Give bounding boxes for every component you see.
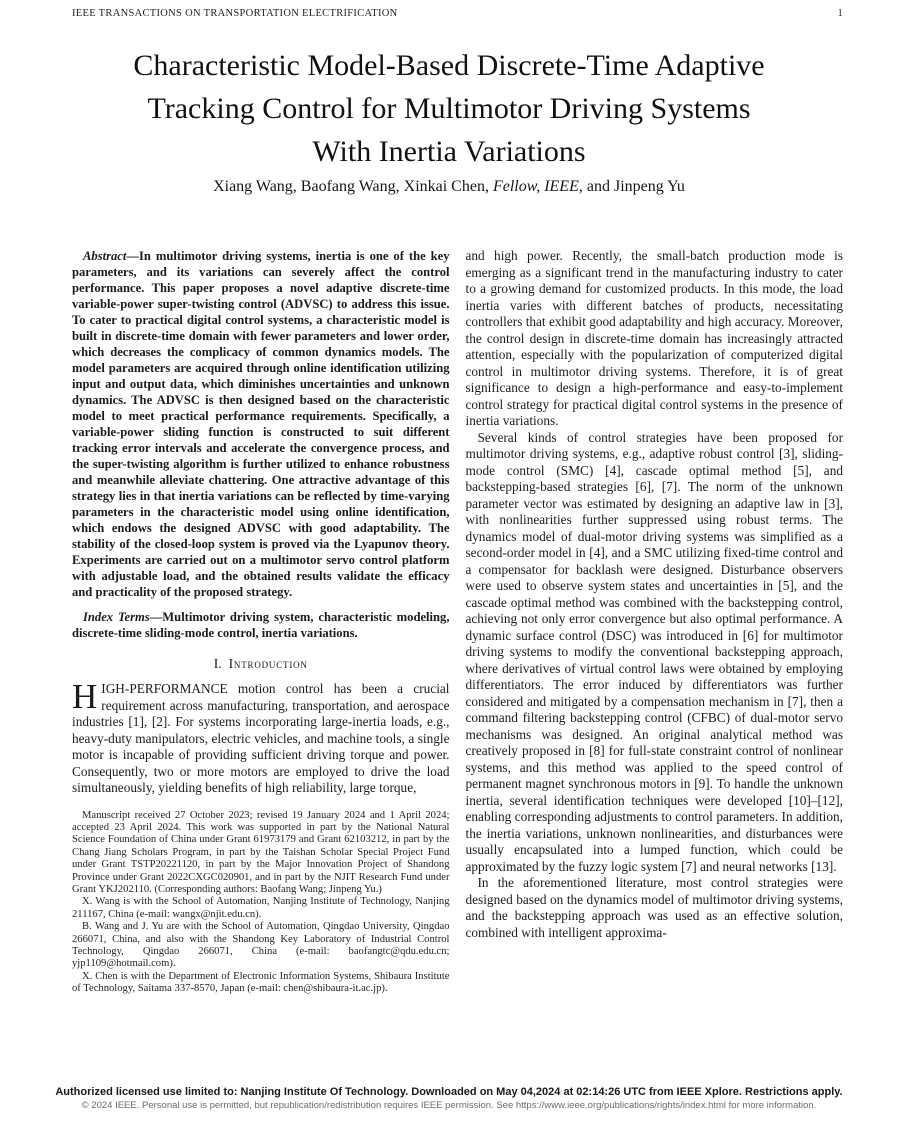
body-paragraph-literature: In the aforementioned literature, most control strategies were designed based on the dynamics model of multimotor driving systems, and the backstepping approach was used as an effective solution, combined with intelligent approxima- [465, 875, 843, 940]
footnote-block [72, 810, 450, 996]
left-column [72, 248, 450, 996]
section-number: I. [213, 656, 222, 671]
authors-fellow-designation: Fellow, IEEE [492, 178, 579, 195]
journal-name: IEEE TRANSACTIONS ON TRANSPORTATION ELECTRIFICATION [72, 8, 398, 19]
intro-paragraph-text: IGH-PERFORMANCE motion control has been a crucial requirement across manufacturing, transportation, and aerospace industries [1], [2]. For systems incorporating large-inertia loads, e.g., heavy-duty manipulators, electric vehicles, and machine tools, a single motor is incapable of providing sufficient driving torque and power. Consequently, two or more motors are employed to drive the load simultaneously, yielding benefits of high reliability, large torque, [72, 681, 450, 795]
footnote-funding: Manuscript received 27 October 2023; revised 19 January 2024 and 1 April 2024; accepted 23 April 2024. This work was supported in part by the National Natural Science Foundation of China under Grant 61973179 and Grant 62103212, in part by the Chang Jiang Scholars Program, in part by the Taishan Scholar Special Project Fund under Grant TSTP20221120, in part by the Major Innovation Project of Shandong Province under Grant 2022CXGC020901, and in part by the NJIT Research Fund under Grant YKJ202110. (Corresponding authors: Baofang Wang; Jinpeng Yu.) [72, 809, 450, 895]
body-paragraph-strategies: Several kinds of control strategies have been proposed for multimotor driving systems, e.g., adaptive robust control [3], sliding-mode control (SMC) [4], cascade optimal method [5], and backstepping-based strategies [6], [7]. The norm of the unknown parameter vector was estimated by designing an adaptive law in [3], with nonlinearities further suppressed using robust terms. The dynamics model of dual-motor driving systems was simplified as a second-order model in [4], and a SMC utilizing fixed-time control and a compensator for backlash were designed. Disturbance observers were used to observe system states and uncertainties in [5], and the cascade optimal method was combined with the backstepping control, achieving not only error convergence but also optimal performance. A dynamic surface control (DSC) was introduced in [6] for multimotor driving systems to modify the conventional backstepping approach, where derivatives of virtual control laws were obtained by employing differentiators. The error induced by differentiators was further considered and mitigated by a compensation mechanism in [7], then a command filtering backstepping control (CFBC) of dual-motor servo mechanisms was designed. An original analytical method was creatively proposed in [8] for full-state constraint control of nonlinear systems, and this method was applied to the speed control of permanent magnet synchronous motors in [9]. To handle the unknown inertia, several identification techniques were developed [10]–[12], enabling corresponding adjustments to control parameters. In addition, the inertia variations, unknown nonlinearities, and disturbances were usually encapsulated into a lumped function, which could be approximated by the fuzzy logic system [7] and neural networks [13]. [465, 429, 843, 874]
title-line-3: With Inertia Variations [312, 135, 586, 168]
abstract-label: Abstract [83, 249, 127, 263]
copyright-line: © 2024 IEEE. Personal use is permitted, but republication/redistribution requires IEEE permission. See https://www.ieee.org/publications/rights/index.html for more information. [81, 1100, 817, 1111]
intro-paragraph [72, 677, 450, 797]
paper-title [50, 44, 848, 173]
page-number: 1 [837, 8, 843, 19]
index-terms-label: Index Terms [83, 610, 150, 624]
index-terms-paragraph [72, 609, 450, 641]
index-terms-text: —Multimotor driving system, characteristic modeling, discrete-time sliding-mode control, inertia variations. [72, 610, 450, 640]
title-line-1: Characteristic Model-Based Discrete-Time Adaptive [133, 49, 765, 82]
abstract-text: —In multimotor driving systems, inertia is one of the key parameters, and its variations can severely affect the control performance. This paper proposes a novel adaptive discrete-time variable-power super-twisting control (ADVSC) to address this issue. To cater to practical digital control systems, a characteristic model is built in discrete-time domain with fewer parameters and lower order, which decreases the complicacy of common dynamics models. The model parameters are acquired through online identification utilizing input and output data, which diminishes uncertainties and unknown dynamics. The ADVSC is then designed based on the characteristic model to meet practical performance requirements. Specifically, a variable-power sliding function is constructed to suit different tracking error intervals and accelerate the convergence process, and the super-twisting algorithm is further utilized to enhance robustness and meanwhile alleviate chattering. One attractive advantage of this strategy lies in that inertia variations can be reflected by time-varying parameters in the characteristic model using online identification, which endows the designed ADVSC with good adaptability. The stability of the closed-loop system is proved via the Lyapunov theory. Experiments are carried out on a multimotor servo control platform with adjustable load, and the obtained results validate the efficacy and practicality of the proposed strategy. [72, 249, 450, 599]
authors-names: Xiang Wang, Baofang Wang, Xinkai Chen, [213, 178, 493, 195]
footnote-affiliation-xwang: X. Wang is with the School of Automation, Nanjing Institute of Technology, Nanjing 211167, China (e-mail: wangx@njit.edu.cn). [72, 896, 450, 920]
authors-names-end: , and Jinpeng Yu [578, 178, 685, 195]
abstract-paragraph [72, 248, 450, 600]
body-paragraph-continuation: and high power. Recently, the small-batch production mode is emerging as a significant trend in the manufacturing industry to cater to a growing demand for customized products. In this mode, the load inertia varies with different batches of products, necessitating controllers that exhibit good adaptability and high accuracy. Moreover, the control design in discrete-time domain has increasingly attracted attention, especially with the popularization of computerized digital control in multimotor driving systems. Therefore, it is of great significance to design a high-performance and easy-to-implement control strategy for practical digital control systems in the presence of inertia variations. [465, 248, 843, 428]
footnote-affiliation-xchen: X. Chen is with the Department of Electronic Information Systems, Shibaura Institute of Technology, Saitama 337-8570, Japan (e-mail: chen@shibaura-it.ac.jp). [72, 970, 450, 995]
license-footer [0, 1086, 898, 1111]
footnote-affiliation-bwang-jyu: B. Wang and J. Yu are with the School of Automation, Qingdao University, Qingdao 266071, China, and also with the Shandong Key Laboratory of Industrial Control Technology, Qingdao 266071, China (e-mail: baofangtc@qdu.edu.cn; yjp1109@hotmail.com). [72, 921, 450, 970]
section-heading-introduction [72, 656, 450, 672]
two-column-body [72, 248, 843, 996]
license-line: Authorized licensed use limited to: Nanjing Institute Of Technology. Downloaded on May 04,2024 at 02:14:26 UTC from IEEE Xplore. Restrictions apply. [55, 1086, 843, 1098]
title-line-2: Tracking Control for Multimotor Driving Systems [147, 92, 751, 125]
right-column [466, 248, 844, 996]
running-header [72, 8, 843, 19]
author-line [0, 178, 898, 196]
drop-cap: H [72, 677, 98, 716]
section-title: Introduction [228, 656, 308, 671]
